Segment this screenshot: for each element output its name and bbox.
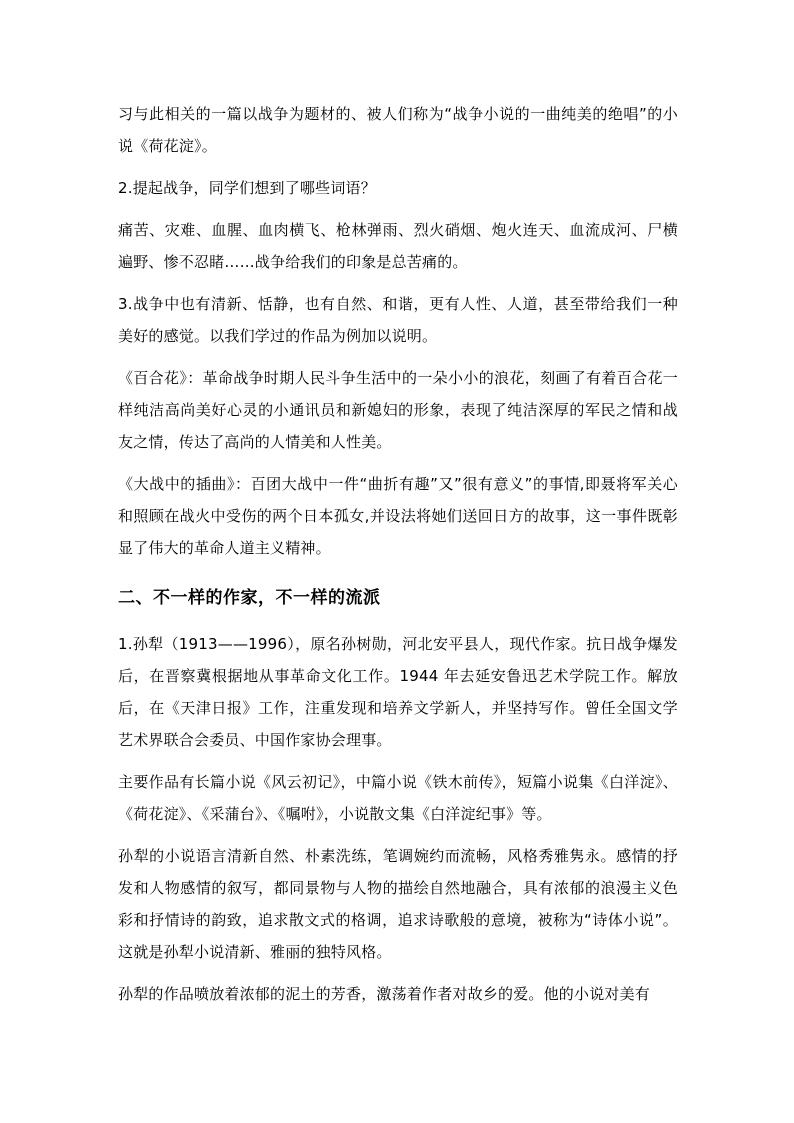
document-page (118, 98, 678, 1010)
answer-2: 痛苦、灾难、血腥、血肉横飞、枪林弹雨、烈火硝烟、炮火连天、血流成河、尸横遍野、惨不忍睹……战争给我们的印象是总苦痛的。 (118, 221, 678, 271)
author-bio-paragraph: 1.孙犁（1913——1996），原名孙树勋，河北安平县人，现代作家。抗日战争爆发后，在晋察冀根据地从事革命文化工作。1944 年去延安鲁迅艺术学院工作。解放后，在《天津日报》工作，注重发现和培养文学新人，并坚持写作。曾任全国文学艺术界联合会委员、中国作家协会理事。 (118, 635, 678, 749)
section-heading: 二、不一样的作家，不一样的流派 (118, 588, 381, 608)
major-works-paragraph: 主要作品有长篇小说《风云初记》，中篇小说《铁木前传》，短篇小说集《白洋淀》、《荷花淀》、《采蒲台》、《嘱咐》，小说散文集《白洋淀纪事》等。 (118, 773, 678, 823)
last-paragraph: 孙犁的作品喷放着浓郁的泥土的芳香，激荡着作者对故乡的爱。他的小说对美有 (118, 985, 651, 1003)
intro-paragraph: 习与此相关的一篇以战争为题材的、被人们称为“战争小说的一曲纯美的绝唱”的小说《荷花淀》。 (118, 105, 678, 155)
question-3: 3.战争中也有清新、恬静，也有自然、和谐，更有人性、人道，甚至带给我们一种美好的感觉。以我们学过的作品为例加以说明。 (118, 295, 678, 345)
question-2: 2.提起战争，同学们想到了哪些词语？ (118, 179, 376, 197)
baihehua-paragraph: 《百合花》：革命战争时期人民斗争生活中的一朵小小的浪花，刻画了有着百合花一样纯洁高尚美好心灵的小通讯员和新媳妇的形象，表现了纯洁深厚的军民之情和战友之情，传达了高尚的人情美和人性美。 (118, 369, 678, 451)
style-paragraph: 孙犁的小说语言清新自然、朴素洗练，笔调婉约而流畅，风格秀雅隽永。感情的抒发和人物感情的叙写，都同景物与人物的描绘自然地融合，具有浓郁的浪漫主义色彩和抒情诗的韵致，追求散文式的格调，追求诗歌般的意境，被称为“诗体小说”。这就是孙犁小说清新、雅丽的独特风格。 (118, 847, 678, 961)
dazhan-paragraph: 《大战中的插曲》：百团大战中一件“曲折有趣”又”很有意义”的事情,即聂将军关心和照顾在战火中受伤的两个日本孤女,并设法将她们送回日方的故事，这一事件既彰显了伟大的革命人道主义精神。 (118, 475, 678, 557)
